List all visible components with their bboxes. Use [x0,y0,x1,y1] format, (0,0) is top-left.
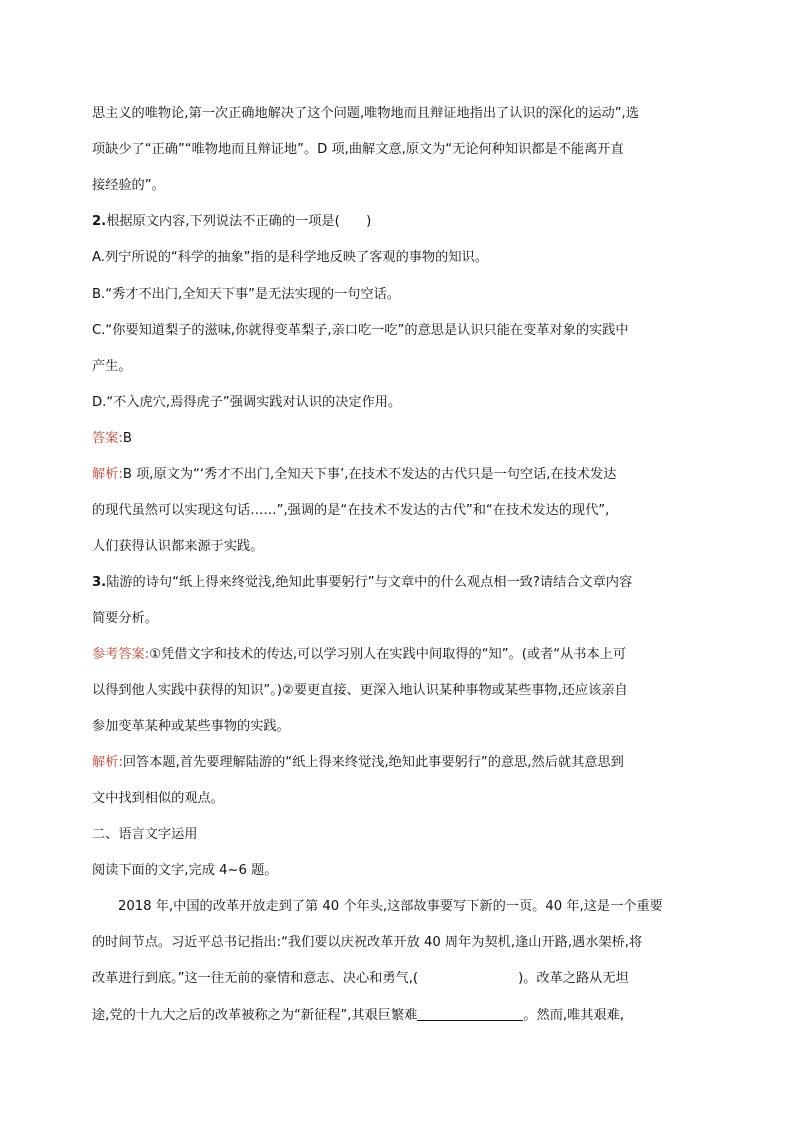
text-line: 人们获得认识都来源于实践。 [92,539,264,554]
passage-text: 。然而,唯其艰难, [523,1008,625,1023]
question-3 [92,574,632,592]
fill-blank [417,1006,523,1021]
reference-answer-text: ①凭借文字和技术的传达,可以学习别人在实践中间取得的“知”。(或者“从书本上可 [149,647,627,662]
reference-answer-line [92,646,626,664]
passage-line: 2018 年,中国的改革开放走到了第 40 个年头,这部故事要写下新的一页。40 年,这是一个重要 [118,899,663,914]
question-number: 3. [92,575,107,590]
question-2 [92,213,371,231]
section-heading: 二、语言文字运用 [92,827,198,842]
explanation-text: 回答本题,首先要理解陆游的“纸上得来终觉浅,绝知此事要躬行”的意思,然后就其意思到 [122,755,624,770]
text-line: 文中找到相似的观点。 [92,791,224,806]
option-c-continued: 产生。 [92,359,132,374]
answer-label: 答案: [92,431,123,446]
text-line: 的现代虽然可以实现这句话……”,强调的是“在技术不发达的古代”和“在技术发达的现代”, [92,503,610,518]
text-line: 接经验的”。 [92,178,165,193]
option-a: A.列宁所说的“科学的抽象”指的是科学地反映了客观的事物的知识。 [92,250,488,265]
question-text: 陆游的诗句“纸上得来终觉浅,绝知此事要躬行”与文章中的什么观点相一致?请结合文章内容 [106,575,633,590]
passage-line: 的时间节点。习近平总书记指出:“我们要以庆祝改革开放 40 周年为契机,逢山开路,遇水架桥,将 [92,935,643,950]
answer-line [92,430,132,448]
answer-value: B [122,431,132,446]
explanation-label: 解析: [92,467,123,482]
question-number: 2. [92,214,107,229]
text-line: 参加变革某种或某些事物的实践。 [92,719,290,734]
passage-text: 途,党的十九大之后的改革被称之为“新征程”,其艰巨繁难 [92,1008,418,1023]
reference-answer-label: 参考答案: [92,647,150,662]
passage-text: 改革进行到底。”这一往无前的豪情和意志、决心和勇气,( [92,971,419,986]
reading-instruction: 阅读下面的文字,完成 4~6 题。 [92,863,278,878]
passage-text: )。改革之路从无坦 [518,971,629,986]
explanation-text: B 项,原文为“‘秀才不出门,全知天下事’,在技术不发达的古代只是一句空话,在技术发达 [122,467,617,482]
question-text: 根据原文内容,下列说法不正确的一项是( ) [106,214,372,229]
option-c: C.“你要知道梨子的滋味,你就得变革梨子,亲口吃一吃”的意思是认识只能在变革对象的实践中 [92,323,629,338]
text-line: 项缺少了“正确”“唯物地而且辩证地”。D 项,曲解文意,原文为“无论何种知识都是不能离开直 [92,142,624,157]
explanation-label: 解析: [92,755,123,770]
text-line: 以得到他人实践中获得的知识”。)②要更直接、更深入地认识某种事物或某些事物,还应该亲自 [92,683,628,698]
text-line: 思主义的唯物论,第一次正确地解决了这个问题,唯物地而且辩证地指出了认识的深化的运动”,选 [92,106,639,121]
passage-line [92,1006,624,1025]
explanation-line [92,466,616,484]
text-line: 简要分析。 [92,611,158,626]
passage-line [92,970,629,988]
option-d: D.“不入虎穴,焉得虎子”强调实践对认识的决定作用。 [92,395,402,410]
explanation-line [92,754,624,772]
option-b: B.“秀才不出门,全知天下事”是无法实现的一句空话。 [92,287,401,302]
